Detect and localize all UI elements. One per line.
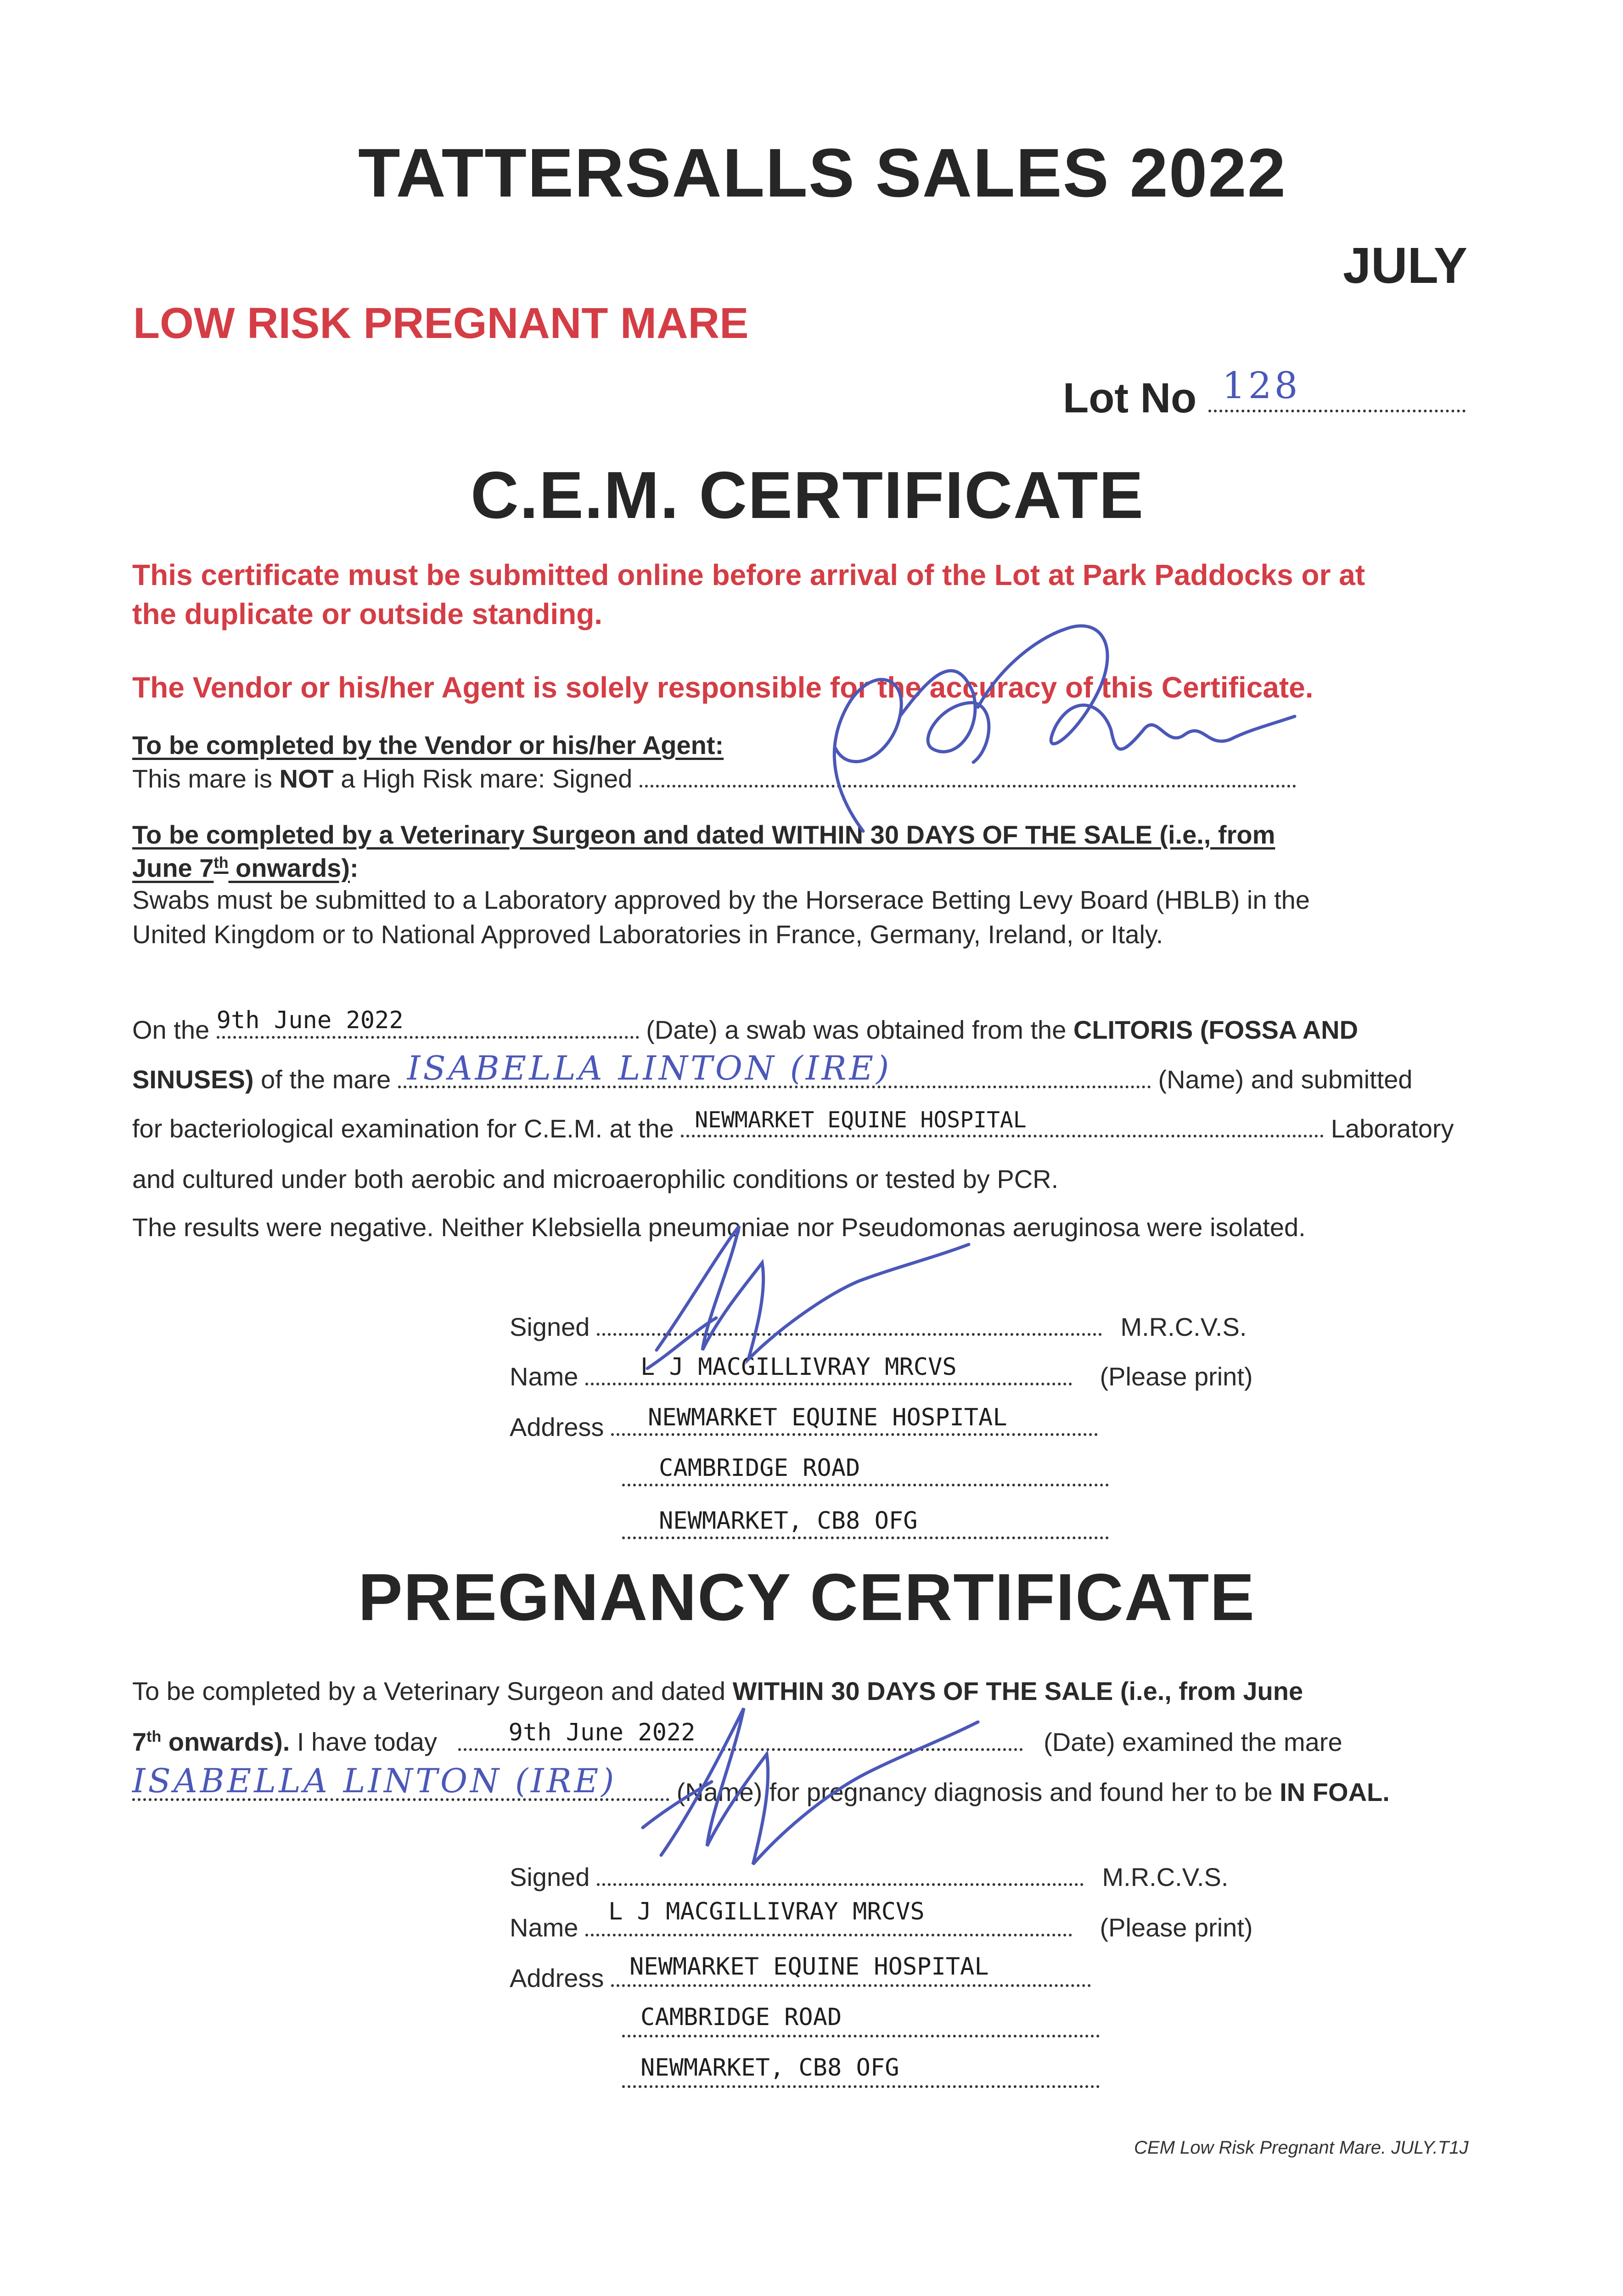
pregnancy-address-row-3 [622, 2054, 1100, 2092]
pregnancy-text-d: onwards). [161, 1727, 290, 1756]
pregnancy-address-row-2 [622, 2003, 1100, 2042]
lot-label: Lot No [1063, 375, 1197, 422]
vendor-line-post: a High Risk mare: Signed [333, 764, 633, 793]
document-title: TATTERSALLS SALES 2022 [358, 134, 1287, 211]
pregnancy-vet-signature-icon [620, 1690, 987, 1883]
cem-address-field-2[interactable] [622, 1454, 1109, 1486]
responsibility-notice: The Vendor or his/her Agent is solely responsible for the accuracy of this Certificate. [132, 671, 1314, 704]
swab-date-field[interactable] [216, 1007, 639, 1039]
in-foal-result: IN FOAL. [1280, 1778, 1390, 1806]
cem-name-label: Name [510, 1362, 578, 1391]
pregnancy-mare-name-field[interactable] [132, 1761, 669, 1801]
pregnancy-mrcvs-label: M.R.C.V.S. [1102, 1863, 1229, 1891]
pregnancy-text-b: WITHIN 30 DAYS OF THE SALE (i.e., from June [732, 1677, 1303, 1705]
vet-heading-sup: th [213, 854, 229, 872]
laboratory-value: NEWMARKET EQUINE HOSPITAL [695, 1107, 1027, 1133]
swab-date-value: 9th June 2022 [216, 1007, 404, 1034]
mare-category: LOW RISK PREGNANT MARE [133, 299, 749, 348]
cem-vet-name-value: L J MACGILLIVRAY MRCVS [640, 1353, 957, 1381]
mare-name-line [132, 1049, 1413, 1094]
cem-address-value-1: NEWMARKET EQUINE HOSPITAL [648, 1404, 1007, 1431]
results-statement: The results were negative. Neither Klebsiella pneumoniae nor Pseudomonas aeruginosa were isolated. [132, 1213, 1306, 1242]
on-the-label: On the [132, 1015, 210, 1044]
footer-reference: CEM Low Risk Pregnant Mare. JULY.T1J [1134, 2138, 1469, 2158]
pregnancy-address-field-2[interactable] [622, 2003, 1100, 2037]
pregnancy-address-value-1: NEWMARKET EQUINE HOSPITAL [629, 1953, 989, 1981]
vet-heading-colon: : [349, 853, 359, 883]
mare-name-field[interactable] [398, 1049, 1151, 1088]
cem-please-print: (Please print) [1100, 1362, 1253, 1391]
cem-signed-label: Signed [510, 1312, 590, 1341]
pregnancy-mare-name-value: ISABELLA LINTON (IRE) [132, 1761, 617, 1800]
cem-address-row-2 [622, 1454, 1109, 1491]
vet-section-heading-cont [132, 855, 359, 881]
pregnancy-name-diagnosis-text: (Name) for pregnancy diagnosis and found her to be [676, 1778, 1280, 1806]
cem-vet-signature-icon [620, 1212, 987, 1382]
bacteriological-exam-text: for bacteriological examination for C.E.M. at the [132, 1114, 674, 1143]
cem-certificate-title: C.E.M. CERTIFICATE [471, 458, 1145, 532]
pregnancy-certificate-title: PREGNANCY CERTIFICATE [358, 1560, 1255, 1634]
lot-number-row [1063, 364, 1466, 422]
swab-requirement-line-2: United Kingdom or to National Approved Laboratories in France, Germany, Ireland, or Italy. [132, 920, 1163, 949]
vendor-line-pre: This mare is [132, 764, 280, 793]
vendor-section-heading: To be completed by the Vendor or his/her Agent: [132, 731, 724, 760]
pregnancy-text-c: 7 [132, 1727, 147, 1756]
pregnancy-name-label: Name [510, 1913, 578, 1942]
pregnancy-signed-label: Signed [510, 1863, 590, 1891]
pregnancy-signature-field[interactable] [597, 1883, 1084, 1886]
clitoris-text: CLITORIS (FOSSA AND [1073, 1015, 1359, 1044]
laboratory-field[interactable] [681, 1107, 1324, 1137]
vet-heading-part-a: To be completed by a Veterinary Surgeon and dated [132, 820, 772, 849]
vet-heading-part-b: WITHIN 30 DAYS OF THE SALE (i.e., from [772, 820, 1275, 849]
pregnancy-name-row [510, 1898, 1253, 1942]
cem-address-row-1 [510, 1404, 1098, 1441]
sale-month: JULY [1343, 237, 1468, 294]
pregnancy-text-sup: th [146, 1728, 162, 1745]
vet-heading-part-d: onwards) [228, 853, 350, 883]
cem-address-field-1[interactable] [611, 1404, 1098, 1436]
submission-notice-line-2: the duplicate or outside standing. [132, 597, 603, 630]
culture-statement: and cultured under both aerobic and microaerophilic conditions or tested by PCR. [132, 1165, 1059, 1193]
date-obtained-text: (Date) a swab was obtained from the [646, 1015, 1073, 1044]
name-submitted-text: (Name) and submitted [1158, 1065, 1413, 1094]
cem-address-value-3: NEWMARKET, CB8 OFG [659, 1507, 918, 1535]
pregnancy-text-a: To be completed by a Veterinary Surgeon and dated [132, 1677, 733, 1705]
pregnancy-text-e: I have today [290, 1727, 437, 1756]
mare-name-value: ISABELLA LINTON (IRE) [407, 1049, 892, 1087]
sinuses-text: SINUSES) [132, 1065, 254, 1094]
laboratory-label: Laboratory [1331, 1114, 1454, 1143]
pregnancy-address-row-1 [510, 1953, 1091, 1992]
pregnancy-vet-name-field[interactable] [585, 1898, 1072, 1936]
cem-mrcvs-label: M.R.C.V.S. [1120, 1312, 1247, 1341]
pregnancy-please-print: (Please print) [1100, 1913, 1253, 1942]
laboratory-line [132, 1107, 1454, 1143]
vendor-line-not: NOT [279, 764, 334, 793]
submission-notice-line-1: This certificate must be submitted online before arrival of the Lot at Park Paddocks or at [132, 558, 1365, 591]
lot-number-value: 128 [1222, 364, 1301, 407]
swab-requirement-line-1: Swabs must be submitted to a Laboratory approved by the Horserace Betting Levy Board (HBLB) in the [132, 885, 1310, 914]
vet-heading-part-c: June 7 [132, 853, 214, 883]
pregnancy-address-label: Address [510, 1964, 604, 1992]
pregnancy-vet-name-value: L J MACGILLIVRAY MRCVS [608, 1898, 925, 1925]
cem-address-row-3 [622, 1507, 1109, 1543]
swab-date-line [132, 1007, 1359, 1044]
vendor-signature-icon [781, 611, 1309, 850]
pregnancy-date-examined-text: (Date) examined the mare [1044, 1727, 1342, 1756]
pregnancy-address-field-3[interactable] [622, 2054, 1100, 2088]
lot-number-field[interactable] [1208, 364, 1466, 412]
pregnancy-address-value-3: NEWMARKET, CB8 OFG [640, 2054, 899, 2082]
pregnancy-address-field-1[interactable] [611, 1953, 1091, 1987]
of-the-mare-text: of the mare [253, 1065, 391, 1094]
cem-address-value-2: CAMBRIDGE ROAD [659, 1454, 860, 1482]
cem-address-label: Address [510, 1412, 604, 1441]
pregnancy-address-value-2: CAMBRIDGE ROAD [640, 2003, 842, 2031]
cem-address-field-3[interactable] [622, 1507, 1109, 1539]
pregnancy-exam-date-value: 9th June 2022 [508, 1718, 696, 1746]
